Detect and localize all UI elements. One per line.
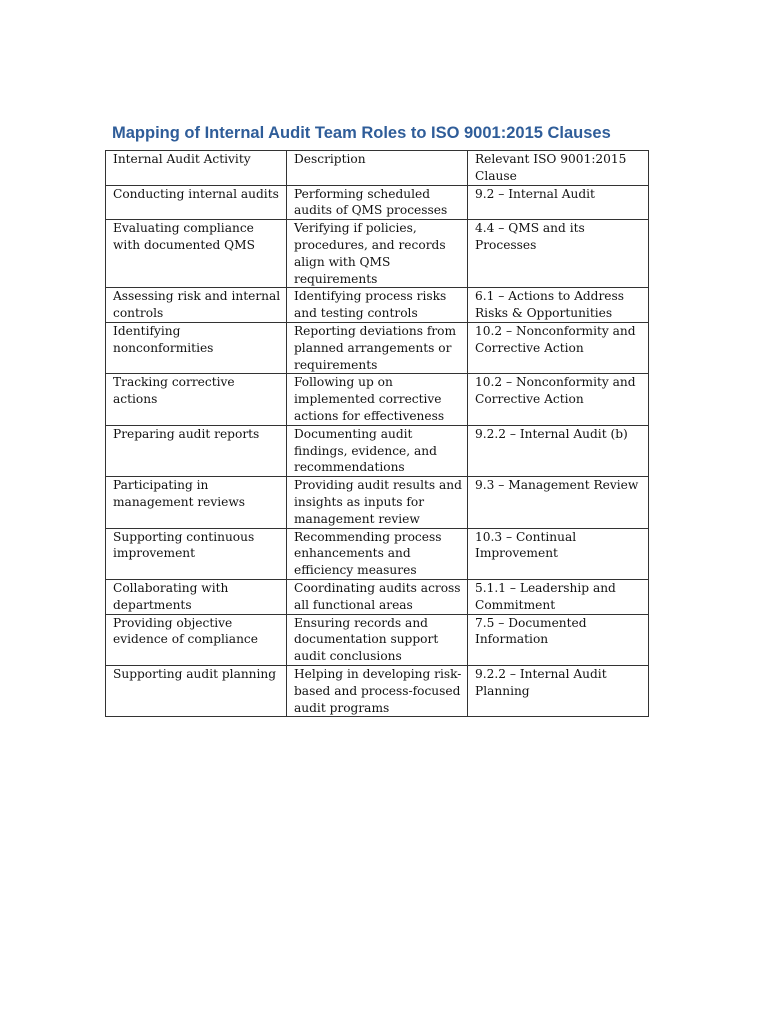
- description-cell: Performing scheduled audits of QMS processes: [287, 185, 468, 220]
- clause-cell: 4.4 – QMS and its Processes: [468, 220, 649, 288]
- activity-cell: Supporting audit planning: [106, 665, 287, 716]
- activity-cell: Evaluating compliance with documented QMS: [106, 220, 287, 288]
- table-row: [106, 185, 649, 220]
- activity-cell: Providing objective evidence of compliance: [106, 614, 287, 665]
- activity-cell: Participating in management reviews: [106, 477, 287, 528]
- clause-cell: 9.3 – Management Review: [468, 477, 649, 528]
- description-cell: Verifying if policies, procedures, and records align with QMS requirements: [287, 220, 468, 288]
- clause-cell: 9.2 – Internal Audit: [468, 185, 649, 220]
- audit-roles-table: [105, 150, 649, 717]
- clause-cell: 7.5 – Documented Information: [468, 614, 649, 665]
- description-cell: Recommending process enhancements and efficiency measures: [287, 528, 468, 579]
- activity-cell: Assessing risk and internal controls: [106, 288, 287, 323]
- table-row: [106, 220, 649, 288]
- description-cell: Helping in developing risk-based and process-focused audit programs: [287, 665, 468, 716]
- activity-cell: Identifying nonconformities: [106, 322, 287, 373]
- table-row: [106, 579, 649, 614]
- clause-cell: 10.2 – Nonconformity and Corrective Action: [468, 322, 649, 373]
- header-activity: Internal Audit Activity: [106, 151, 287, 186]
- activity-cell: Tracking corrective actions: [106, 374, 287, 425]
- table-row: [106, 477, 649, 528]
- description-cell: Providing audit results and insights as inputs for management review: [287, 477, 468, 528]
- clause-cell: 9.2.2 – Internal Audit (b): [468, 425, 649, 476]
- description-cell: Identifying process risks and testing controls: [287, 288, 468, 323]
- activity-cell: Supporting continuous improvement: [106, 528, 287, 579]
- table-row: [106, 614, 649, 665]
- activity-cell: Preparing audit reports: [106, 425, 287, 476]
- table-row: [106, 288, 649, 323]
- description-cell: Following up on implemented corrective actions for effectiveness: [287, 374, 468, 425]
- activity-cell: Conducting internal audits: [106, 185, 287, 220]
- clause-cell: 10.3 – Continual Improvement: [468, 528, 649, 579]
- clause-cell: 9.2.2 – Internal Audit Planning: [468, 665, 649, 716]
- table-row: [106, 322, 649, 373]
- clause-cell: 5.1.1 – Leadership and Commitment: [468, 579, 649, 614]
- table-header-row: [106, 151, 649, 186]
- document-title: Mapping of Internal Audit Team Roles to ISO 9001:2015 Clauses: [112, 124, 611, 142]
- table-row: [106, 374, 649, 425]
- clause-cell: 6.1 – Actions to Address Risks & Opportunities: [468, 288, 649, 323]
- description-cell: Ensuring records and documentation support audit conclusions: [287, 614, 468, 665]
- table-row: [106, 665, 649, 716]
- description-cell: Documenting audit findings, evidence, and recommendations: [287, 425, 468, 476]
- header-clause: Relevant ISO 9001:2015 Clause: [468, 151, 649, 186]
- description-cell: Reporting deviations from planned arrangements or requirements: [287, 322, 468, 373]
- header-description: Description: [287, 151, 468, 186]
- table-row: [106, 425, 649, 476]
- description-cell: Coordinating audits across all functional areas: [287, 579, 468, 614]
- table-row: [106, 528, 649, 579]
- activity-cell: Collaborating with departments: [106, 579, 287, 614]
- clause-cell: 10.2 – Nonconformity and Corrective Action: [468, 374, 649, 425]
